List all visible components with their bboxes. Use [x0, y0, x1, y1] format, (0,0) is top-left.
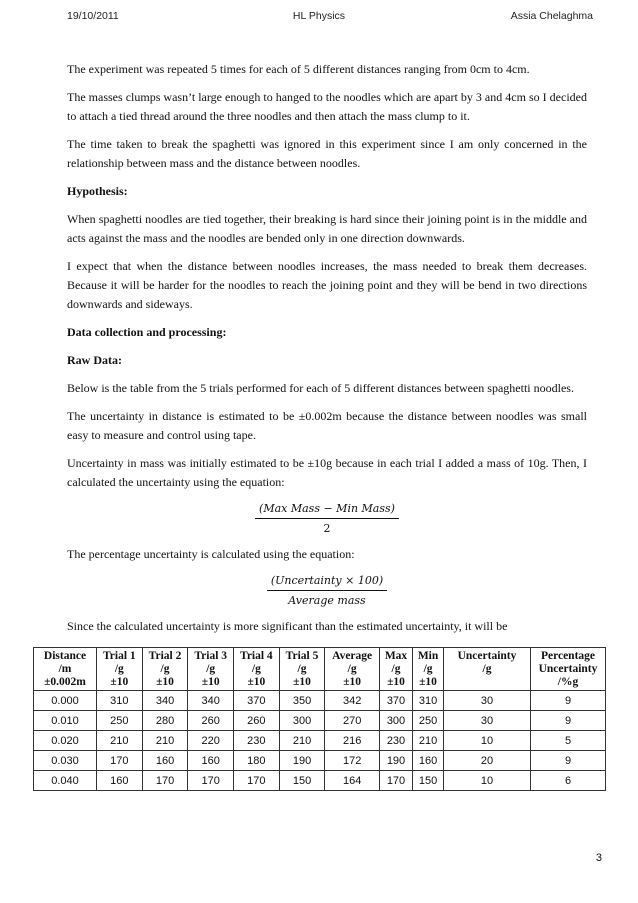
table-cell: 210 — [413, 731, 444, 751]
table-row — [34, 731, 606, 751]
table-cell: 216 — [325, 731, 380, 751]
table-cell: 10 — [444, 771, 531, 791]
table-cell: 164 — [325, 771, 380, 791]
table-cell: 9 — [531, 711, 606, 731]
header-date: 19/10/2011 — [67, 10, 119, 22]
table-cell: 220 — [188, 731, 234, 751]
column-header: Min /g ±10 — [413, 648, 444, 691]
table-cell: 10 — [444, 731, 531, 751]
hypothesis-heading: Hypothesis: — [67, 184, 128, 198]
column-header: Trial 2 /g ±10 — [142, 648, 188, 691]
header-author: Assia Chelaghma — [510, 10, 593, 22]
table-cell: 342 — [325, 691, 380, 711]
table-cell: 170 — [379, 771, 412, 791]
table-cell: 170 — [234, 771, 280, 791]
table-cell: 0.010 — [34, 711, 97, 731]
paragraph: Below is the table from the 5 trials performed for each of 5 different distances between spaghetti noodles. — [67, 381, 574, 395]
paragraph: Since the calculated uncertainty is more significant than the estimated uncertainty, it will be — [67, 619, 508, 633]
table-cell: 210 — [142, 731, 188, 751]
table-cell: 190 — [279, 751, 325, 771]
table-cell: 210 — [279, 731, 325, 751]
table-cell: 30 — [444, 711, 531, 731]
table-cell: 340 — [142, 691, 188, 711]
table-row — [34, 751, 606, 771]
raw-data-heading: Raw Data: — [67, 353, 122, 367]
table-cell: 370 — [234, 691, 280, 711]
table-cell: 0.030 — [34, 751, 97, 771]
column-header: Trial 1 /g ±10 — [97, 648, 143, 691]
table-cell: 340 — [188, 691, 234, 711]
paragraph: Uncertainty in mass was initially estimated to be ±10g because in each trial I added a mass of 10g. Then, I calculated the uncertainty using the equation: — [67, 456, 587, 489]
table-cell: 30 — [444, 691, 531, 711]
table-cell: 250 — [413, 711, 444, 731]
table-cell: 190 — [379, 751, 412, 771]
table-cell: 210 — [97, 731, 143, 751]
paragraph: The experiment was repeated 5 times for each of 5 different distances ranging from 0cm to 4cm. — [67, 62, 530, 76]
data-collection-heading: Data collection and processing: — [67, 325, 227, 339]
table-row — [34, 711, 606, 731]
table-cell: 172 — [325, 751, 380, 771]
table-cell: 170 — [142, 771, 188, 791]
paragraph: The time taken to break the spaghetti was ignored in this experiment since I am only concerned in the relationship between mass and the distance between noodles. — [67, 137, 587, 170]
column-header: Average /g ±10 — [325, 648, 380, 691]
table-cell: 150 — [413, 771, 444, 791]
equation-denominator: Average mass — [288, 594, 366, 607]
column-header: Percentage Uncertainty /%g — [531, 648, 606, 691]
paragraph: When spaghetti noodles are tied together, their breaking is hard since their joining point is in the middle and acts against the mass and the noodles are bended only in one direction downwards. — [67, 212, 587, 245]
table-cell: 20 — [444, 751, 531, 771]
table-cell: 230 — [379, 731, 412, 751]
table-cell: 230 — [234, 731, 280, 751]
table-cell: 270 — [325, 711, 380, 731]
table-cell: 310 — [413, 691, 444, 711]
table-cell: 280 — [142, 711, 188, 731]
paragraph: The masses clumps wasn’t large enough to hanged to the noodles which are apart by 3 and 4cm so I decided to attach a tied thread around the three noodles and then attach the mass clump to it. — [67, 90, 587, 123]
table-cell: 150 — [279, 771, 325, 791]
table-cell: 160 — [188, 751, 234, 771]
uncertainty-equation — [67, 501, 587, 536]
table-cell: 350 — [279, 691, 325, 711]
table-cell: 6 — [531, 771, 606, 791]
table-cell: 260 — [234, 711, 280, 731]
equation-denominator: 2 — [323, 522, 331, 535]
column-header: Trial 4 /g ±10 — [234, 648, 280, 691]
table-cell: 160 — [142, 751, 188, 771]
table-cell: 170 — [188, 771, 234, 791]
percentage-uncertainty-equation — [67, 573, 587, 608]
table-cell: 170 — [97, 751, 143, 771]
table-row — [34, 771, 606, 791]
column-header: Distance /m ±0.002m — [34, 648, 97, 691]
table-cell: 300 — [379, 711, 412, 731]
column-header: Uncertainty /g — [444, 648, 531, 691]
table-cell: 0.000 — [34, 691, 97, 711]
header-course: HL Physics — [292, 10, 346, 22]
table-cell: 0.040 — [34, 771, 97, 791]
column-header: Trial 3 /g ±10 — [188, 648, 234, 691]
equation-numerator: (Max Mass − Min Mass) — [255, 501, 399, 519]
equation-numerator: (Uncertainty × 100) — [267, 573, 387, 591]
paragraph: The uncertainty in distance is estimated to be ±0.002m because the distance between noodles was small easy to measure and control using tape. — [67, 409, 587, 442]
table-cell: 260 — [188, 711, 234, 731]
table-row — [34, 691, 606, 711]
table-cell: 300 — [279, 711, 325, 731]
paragraph: I expect that when the distance between noodles increases, the mass needed to break them decreases. Because it will be harder for the noodles to reach the joining point and they will be bend in two directions downwards and sideways. — [67, 259, 587, 311]
table-cell: 5 — [531, 731, 606, 751]
column-header: Trial 5 /g ±10 — [279, 648, 325, 691]
raw-data-table — [33, 647, 606, 791]
table-cell: 9 — [531, 751, 606, 771]
table-cell: 9 — [531, 691, 606, 711]
table-cell: 160 — [97, 771, 143, 791]
page-number: 3 — [595, 852, 602, 864]
document-body — [67, 60, 587, 645]
table-cell: 180 — [234, 751, 280, 771]
table-header-row — [34, 648, 606, 691]
page-header — [0, 10, 638, 30]
column-header: Max /g ±10 — [379, 648, 412, 691]
table-cell: 160 — [413, 751, 444, 771]
paragraph: The percentage uncertainty is calculated using the equation: — [67, 547, 355, 561]
table-cell: 0.020 — [34, 731, 97, 751]
table-cell: 250 — [97, 711, 143, 731]
table-cell: 310 — [97, 691, 143, 711]
table-cell: 370 — [379, 691, 412, 711]
